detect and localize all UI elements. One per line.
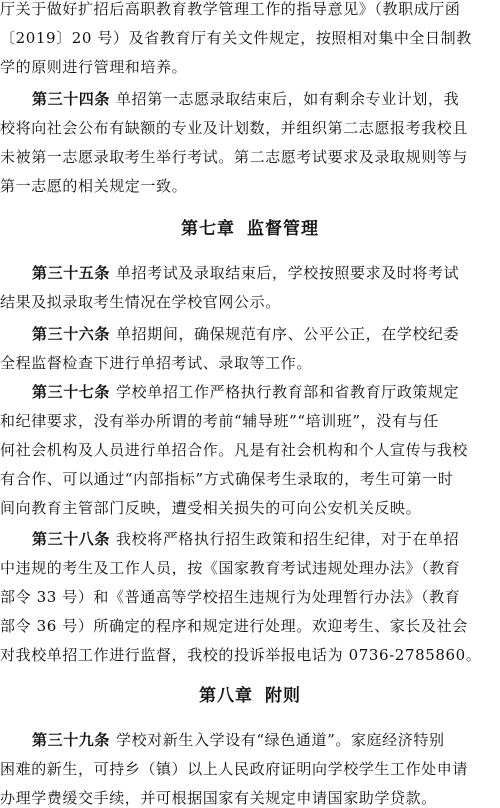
text-line: 校将向社会公布有缺额的专业及计划数，并组织第二志愿报考我校且 bbox=[0, 119, 469, 137]
article-lead: 第三十七条 bbox=[32, 383, 111, 401]
chapter-number: 第七章 bbox=[181, 219, 235, 239]
article-lead: 第三十九条 bbox=[32, 731, 111, 749]
text-line: 中违规的考生及工作人员，按《国家教育考试违规处理办法》（教育 bbox=[0, 559, 461, 577]
article-37-first-line bbox=[0, 383, 500, 401]
chapter-title: 监督管理 bbox=[247, 219, 319, 239]
text-line: 间向教育主管部门反映，遭受相关损失的可向公安机关反映。 bbox=[0, 499, 422, 517]
article-39-first-line bbox=[0, 731, 500, 749]
text-line: 有合作、可以通过“内部指标”方式确保考生录取的，考生可第一时 bbox=[0, 470, 454, 488]
text-line: 未被第一志愿录取考生举行考试。第二志愿考试要求及录取规则等与 bbox=[0, 148, 469, 166]
chapter-heading bbox=[0, 686, 500, 706]
text-line: 部令 36 号）所确定的程序和规定进行处理。欢迎考生、家长及社会 bbox=[0, 617, 468, 635]
text-line: 学的原则进行管理和培养。 bbox=[0, 58, 188, 76]
text-line: 何社会机构及人员进行单招合作。凡是有社会机构和个人宣传与我校 bbox=[0, 441, 469, 459]
article-text: 我校将严格执行招生政策和招生纪律，对于在单招 bbox=[116, 530, 460, 548]
chapter-number: 第八章 bbox=[199, 686, 253, 706]
chapter-heading bbox=[0, 219, 500, 239]
text-line: 困难的新生，可持乡（镇）以上人民政府证明向学校学生工作处申请 bbox=[0, 760, 469, 778]
text-line: 和纪律要求，没有举办所谓的考前“辅导班”“培训班”，没有与任 bbox=[0, 412, 439, 430]
text-line: 第一志愿的相关规定一致。 bbox=[0, 177, 188, 195]
article-text: 学校单招工作严格执行教育部和省教育厅政策规定 bbox=[116, 383, 460, 401]
article-34-first-line bbox=[0, 90, 500, 108]
article-text: 单招期间，确保规范有序、公平公正，在学校纪委 bbox=[116, 325, 460, 343]
article-lead: 第三十四条 bbox=[32, 90, 111, 108]
article-text: 单招第一志愿录取结束后，如有剩余专业计划，我 bbox=[116, 90, 460, 108]
text-line: 厅关于做好扩招后高职教育教学管理工作的指导意见》（教职成厅函 bbox=[0, 0, 461, 18]
article-lead: 第三十八条 bbox=[32, 530, 111, 548]
chapter-title: 附则 bbox=[265, 686, 301, 706]
article-38-first-line bbox=[0, 530, 500, 548]
article-lead: 第三十六条 bbox=[32, 325, 111, 343]
article-lead: 第三十五条 bbox=[32, 264, 111, 282]
article-35-first-line bbox=[0, 264, 500, 282]
article-36-first-line bbox=[0, 325, 500, 343]
article-text: 单招考试及录取结束后，学校按照要求及时将考试 bbox=[116, 264, 460, 282]
text-line: 对我校单招工作进行监督，我校的投诉举报电话为 0736-2785860。 bbox=[0, 646, 482, 664]
text-line: 〔2019〕20 号）及省教育厅有关文件规定，按照相对集中全日制教 bbox=[0, 29, 472, 47]
text-line: 结果及拟录取考生情况在学校官网公示。 bbox=[0, 293, 281, 311]
text-line: 部令 33 号）和《普通高等学校招生违规行为处理暂行办法》（教育 bbox=[0, 588, 461, 606]
article-text: 学校对新生入学设有“绿色通道”。家庭经济特别 bbox=[116, 731, 445, 749]
text-line: 办理学费缓交手续，并可根据国家有关规定申请国家助学贷款。 bbox=[0, 789, 437, 807]
text-line: 全程监督检查下进行单招考试、录取等工作。 bbox=[0, 354, 313, 372]
